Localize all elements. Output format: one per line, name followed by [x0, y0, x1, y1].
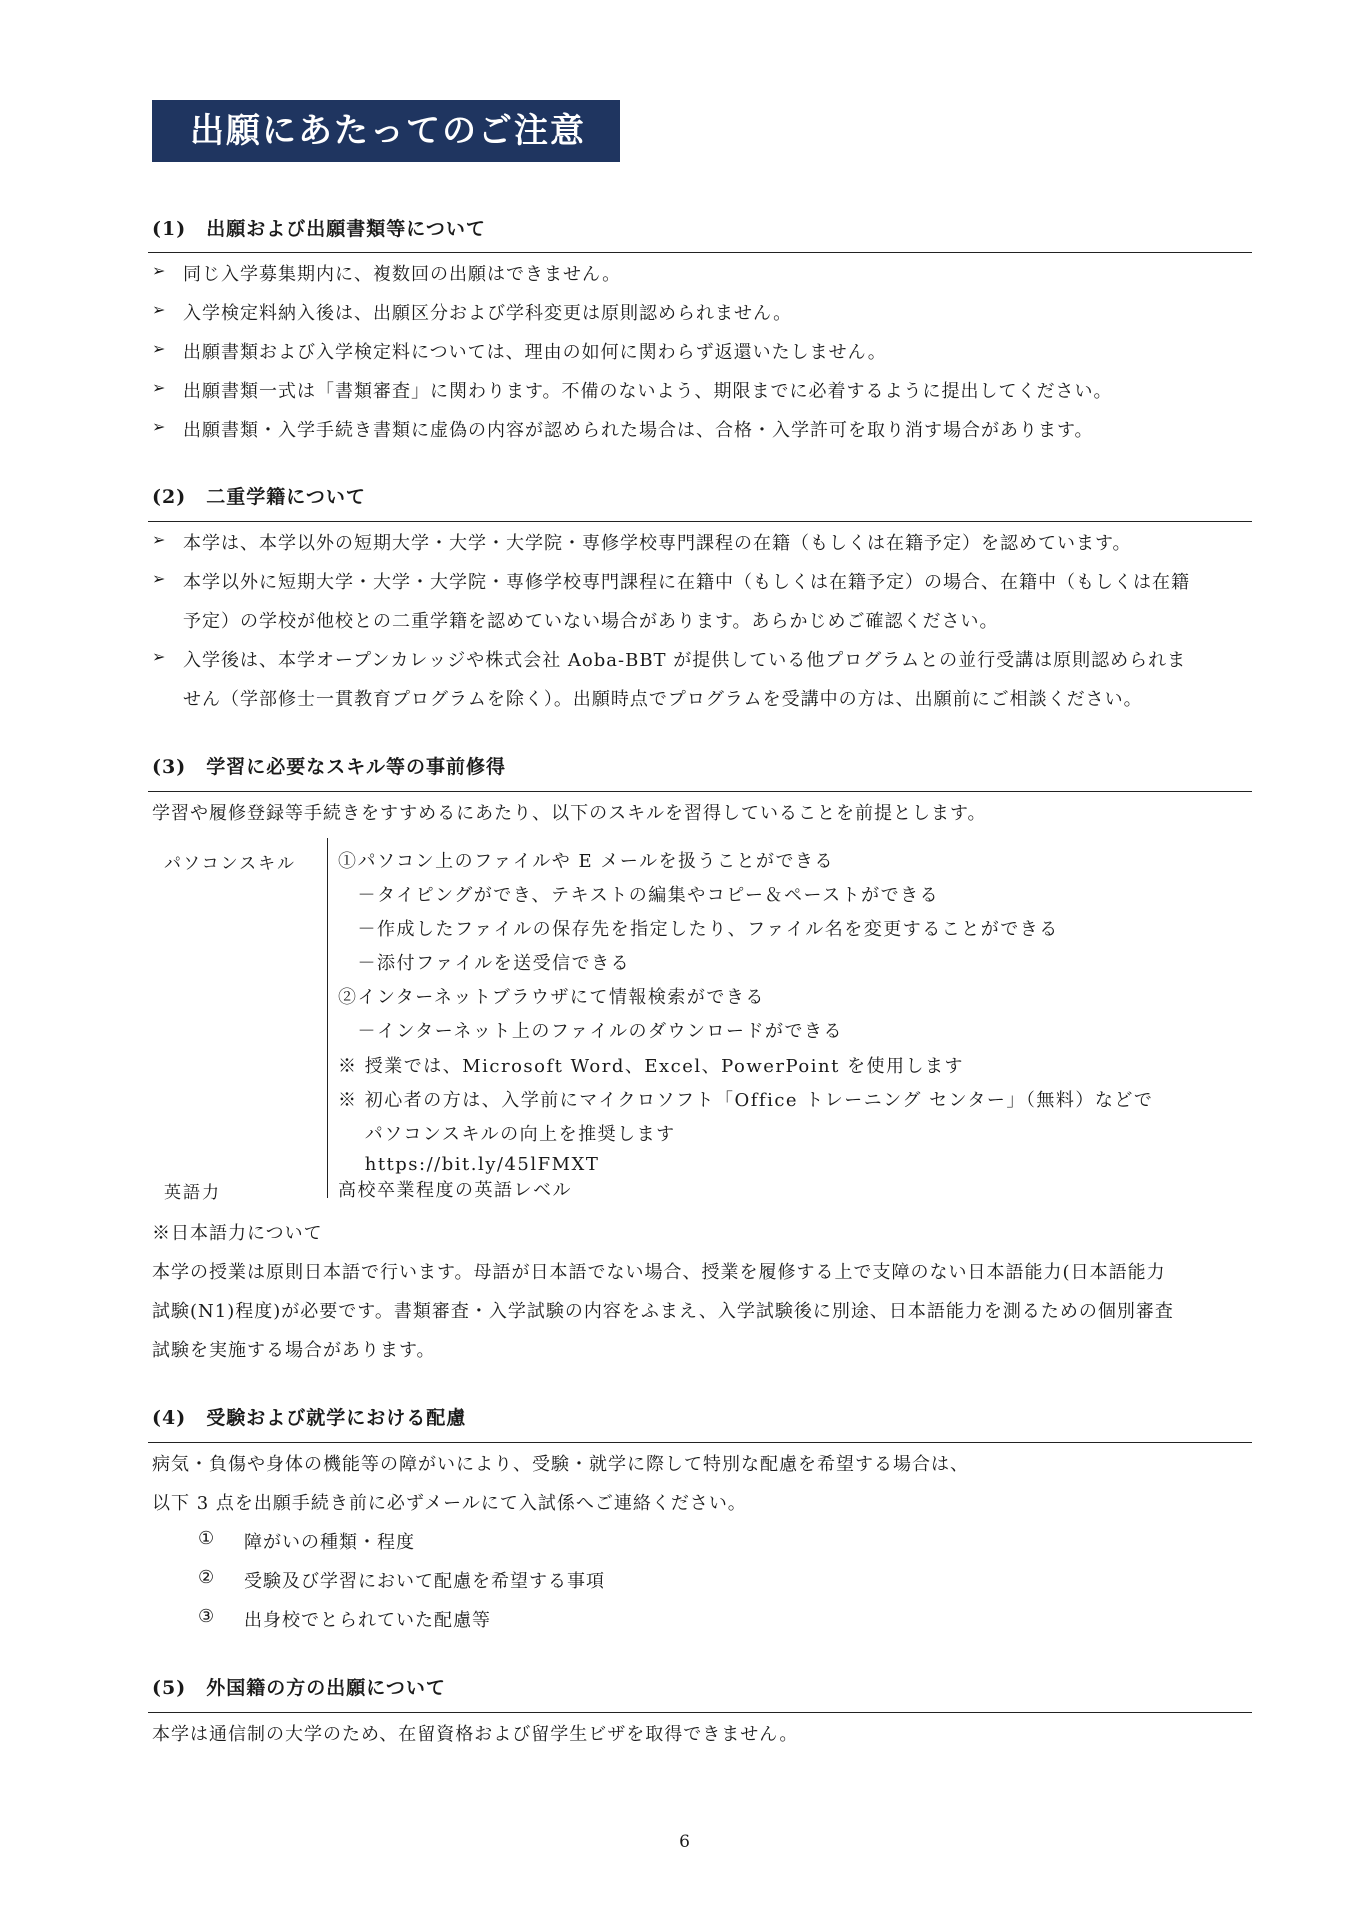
s2-bullet-2-cont: 予定）の学校が他校との二重学籍を認めていない場合があります。あらかじめご確認ください。 — [183, 611, 999, 632]
s2-bullet-1: ➢ 本学は、本学以外の短期大学・大学・大学院・専修学校専門課程の在籍（もしくは在籍予定）を認めています。 — [152, 530, 1132, 554]
pc-skill-line: －インターネット上のファイルのダウンロードができる — [338, 1021, 844, 1042]
jp-note-line: 本学の授業は原則日本語で行います。母語が日本語でない場合、授業を履修する上で支障のない日本語能力(日本語能力 — [152, 1262, 1166, 1283]
section-2-heading: (2) 二重学籍について — [152, 486, 366, 508]
s1-bullet-5: ➢ 出願書類・入学手続き書類に虚偽の内容が認められた場合は、合格・入学許可を取り消す場合があります。 — [152, 417, 1094, 441]
arrow-bullet-icon: ➢ — [152, 530, 167, 549]
jp-note-title: ※日本語力について — [152, 1223, 323, 1244]
s1-bullet-1: ➢ 同じ入学募集期内に、複数回の出願はできません。 — [152, 261, 622, 285]
s4-item-number: ③ — [198, 1606, 216, 1627]
pc-skill-line: パソコンスキルの向上を推奨します — [338, 1124, 676, 1145]
s4-item-text: 障がいの種類・程度 — [244, 1532, 415, 1553]
jp-note-line: 試験(N1)程度)が必要です。書類審査・入学試験の内容をふまえ、入学試験後に別途、日本語能力を測るための個別審査 — [152, 1301, 1174, 1322]
pc-skill-label: パソコンスキル — [164, 854, 296, 874]
arrow-bullet-icon: ➢ — [152, 261, 167, 280]
s2-bullet-3-cont: せん（学部修士一貫教育プログラムを除く）。出願時点でプログラムを受講中の方は、出願前にご相談ください。 — [183, 689, 1143, 710]
english-skill-value: 高校卒業程度の英語レベル — [338, 1180, 572, 1201]
s4-item-text: 出身校でとられていた配慮等 — [244, 1610, 491, 1631]
section-1-heading: (1) 出願および出願書類等について — [152, 218, 486, 240]
s1-bullet-4: ➢ 出願書類一式は「書類審査」に関わります。不備のないよう、期限までに必着するように提出してください。 — [152, 378, 1113, 402]
section-2-rule — [148, 521, 1252, 522]
s3-intro: 学習や履修登録等手続きをすすめるにあたり、以下のスキルを習得していることを前提とします。 — [152, 803, 987, 824]
section-4-heading: (4) 受験および就学における配慮 — [152, 1407, 467, 1429]
pc-skill-line: ※ 初心者の方は、入学前にマイクロソフト「Office トレーニング センター」（無料）などで — [338, 1090, 1154, 1111]
pc-skill-line: ②インターネットブラウザにて情報検索ができる — [338, 987, 765, 1008]
s2-bullet-3: ➢ 入学後は、本学オープンカレッジや株式会社 Aoba-BBT が提供している他プログラムとの並行受講は原則認められま — [152, 647, 1187, 671]
section-5-heading: (5) 外国籍の方の出願について — [152, 1677, 446, 1699]
s1-bullet-2: ➢ 入学検定料納入後は、出願区分および学科変更は原則認められません。 — [152, 300, 793, 324]
jp-note-line: 試験を実施する場合があります。 — [152, 1340, 436, 1361]
section-5-rule — [148, 1712, 1252, 1713]
s4-line: 以下 3 点を出願手続き前に必ずメールにて入試係へご連絡ください。 — [152, 1493, 747, 1514]
pc-skill-line: －作成したファイルの保存先を指定したり、ファイル名を変更することができる — [338, 919, 1059, 940]
section-1-rule — [148, 252, 1252, 253]
section-4-rule — [148, 1442, 1252, 1443]
s5-line: 本学は通信制の大学のため、在留資格および留学生ビザを取得できません。 — [152, 1724, 799, 1745]
section-3-heading: (3) 学習に必要なスキル等の事前修得 — [152, 756, 507, 778]
pc-skill-line: －添付ファイルを送受信できる — [338, 953, 631, 974]
page-title: 出願にあたってのご注意 — [152, 100, 620, 162]
s2-bullet-2: ➢ 本学以外に短期大学・大学・大学院・専修学校専門課程に在籍中（もしくは在籍予定）の場合、在籍中（もしくは在籍 — [152, 569, 1190, 593]
skill-url-link[interactable]: https://bit.ly/45lFMXT — [338, 1154, 600, 1175]
arrow-bullet-icon: ➢ — [152, 339, 167, 358]
arrow-bullet-icon: ➢ — [152, 378, 167, 397]
section-3-rule — [148, 791, 1252, 792]
s4-line: 病気・負傷や身体の機能等の障がいにより、受験・就学に際して特別な配慮を希望する場合は、 — [152, 1454, 969, 1475]
s4-item-number: ① — [198, 1528, 216, 1549]
arrow-bullet-icon: ➢ — [152, 300, 167, 319]
pc-skill-line: ①パソコン上のファイルや E メールを扱うことができる — [338, 851, 835, 872]
pc-skill-line: ※ 授業では、Microsoft Word、Excel、PowerPoint を使用します — [338, 1056, 965, 1077]
arrow-bullet-icon: ➢ — [152, 417, 167, 436]
page-number: 6 — [679, 1832, 690, 1852]
arrow-bullet-icon: ➢ — [152, 569, 167, 588]
skill-divider — [327, 838, 328, 1198]
pc-skill-line: －タイピングができ、テキストの編集やコピー＆ペーストができる — [338, 885, 940, 906]
s4-item-text: 受験及び学習において配慮を希望する事項 — [244, 1571, 605, 1592]
s4-item-number: ② — [198, 1567, 216, 1588]
s1-bullet-3: ➢ 出願書類および入学検定料については、理由の如何に関わらず返還いたしません。 — [152, 339, 887, 363]
english-skill-label: 英語力 — [164, 1183, 221, 1203]
arrow-bullet-icon: ➢ — [152, 647, 167, 666]
